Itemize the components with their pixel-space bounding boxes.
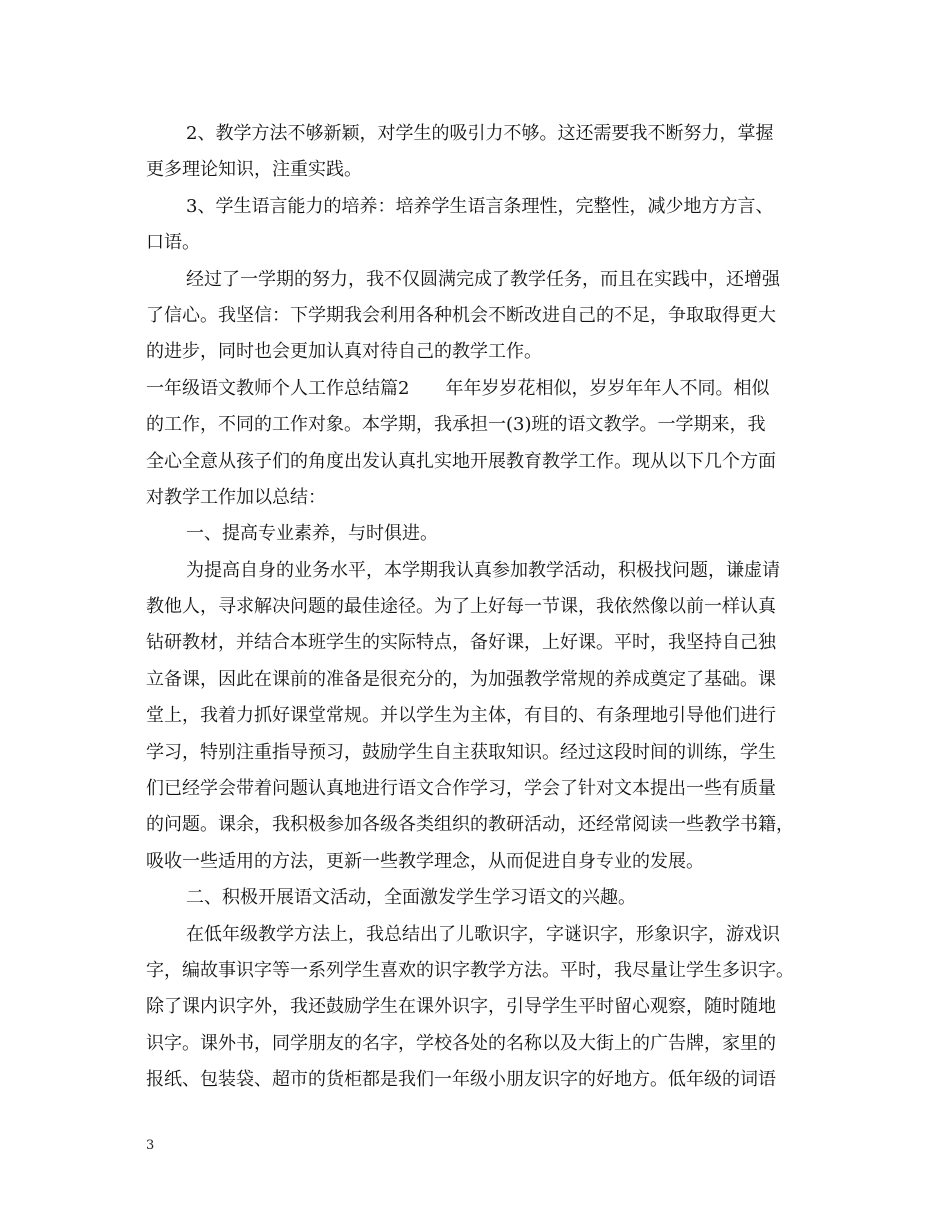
page-number: 3: [146, 1138, 155, 1153]
text-line: 全心全意从孩子们的角度出发认真扎实地开展教育教学工作。现从以下几个方面: [146, 450, 776, 472]
text-line: 吸收一些适用的方法，更新一些教学理念，从而促进自身专业的发展。: [146, 850, 704, 872]
text-line: 教他人，寻求解决问题的最佳途径。为了上好每一节课，我依然像以前一样认真: [146, 596, 776, 618]
text-line: 2、教学方法不够新颖，对学生的吸引力不够。这还需要我不断努力，掌握: [186, 123, 774, 144]
text-line: 对教学工作加以总结：: [146, 486, 326, 508]
text-line: 了信心。我坚信：下学期我会利用各种机会不断改进自己的不足，争取取得更大: [146, 304, 776, 326]
text-line: 报纸、包装袋、超市的货柜都是我们一年级小朋友识字的好地方。低年级的词语: [146, 1069, 776, 1091]
text-line: 的进步，同时也会更加认真对待自己的教学工作。: [146, 341, 542, 363]
text-line: 立备课，因此在课前的准备是很充分的，为加强教学常规的养成奠定了基础。课: [146, 668, 776, 690]
text-line: 口语。: [146, 232, 200, 254]
text-line: 一年级语文教师个人工作总结篇2 年年岁岁花相似，岁岁年年人不同。相似: [146, 377, 770, 399]
body-text: [146, 116, 810, 1099]
text-line: 的问题。课余，我积极参加各级各类组织的教研活动，还经常阅读一些教学书籍，: [146, 814, 794, 836]
text-line: 的工作，不同的工作对象。本学期，我承担一(3)班的语文教学。一学期来，我: [146, 414, 766, 436]
text-line: 学习，特别注重指导预习，鼓励学生自主获取知识。经过这段时间的训练，学生: [146, 741, 776, 763]
text-line: 们已经学会带着问题认真地进行语文合作学习，学会了针对文本提出一些有质量: [146, 778, 776, 800]
text-line: 堂上，我着力抓好课堂常规。并以学生为主体，有目的、有条理地引导他们进行: [146, 705, 776, 727]
text-line: 除了课内识字外，我还鼓励学生在课外识字，引导学生平时留心观察，随时随地: [146, 996, 776, 1018]
text-line: 一、提高专业素养，与时俱进。: [186, 523, 438, 545]
text-line: 二、积极开展语文活动，全面激发学生学习语文的兴趣。: [186, 887, 636, 909]
text-line: 钻研教材，并结合本班学生的实际特点，备好课，上好课。平时，我坚持自己独: [146, 632, 776, 654]
text-line: 经过了一学期的努力，我不仅圆满完成了教学任务，而且在实践中，还增强: [186, 268, 780, 290]
text-line: 字，编故事识字等一系列学生喜欢的识字教学方法。平时，我尽量让学生多识字。: [146, 959, 794, 981]
text-line: 识字。课外书，同学朋友的名字，学校各处的名称以及大街上的广告牌，家里的: [146, 1032, 776, 1054]
text-line: 为提高自身的业务水平，本学期我认真参加教学活动，积极找问题，谦虚请: [186, 559, 780, 581]
text-line: 在低年级教学方法上，我总结出了儿歌识字，字谜识字，形象识字，游戏识: [186, 923, 780, 945]
text-line: 3、学生语言能力的培养：培养学生语言条理性，完整性，减少地方方言、: [186, 195, 774, 217]
text-line: 更多理论知识，注重实践。: [146, 159, 362, 181]
